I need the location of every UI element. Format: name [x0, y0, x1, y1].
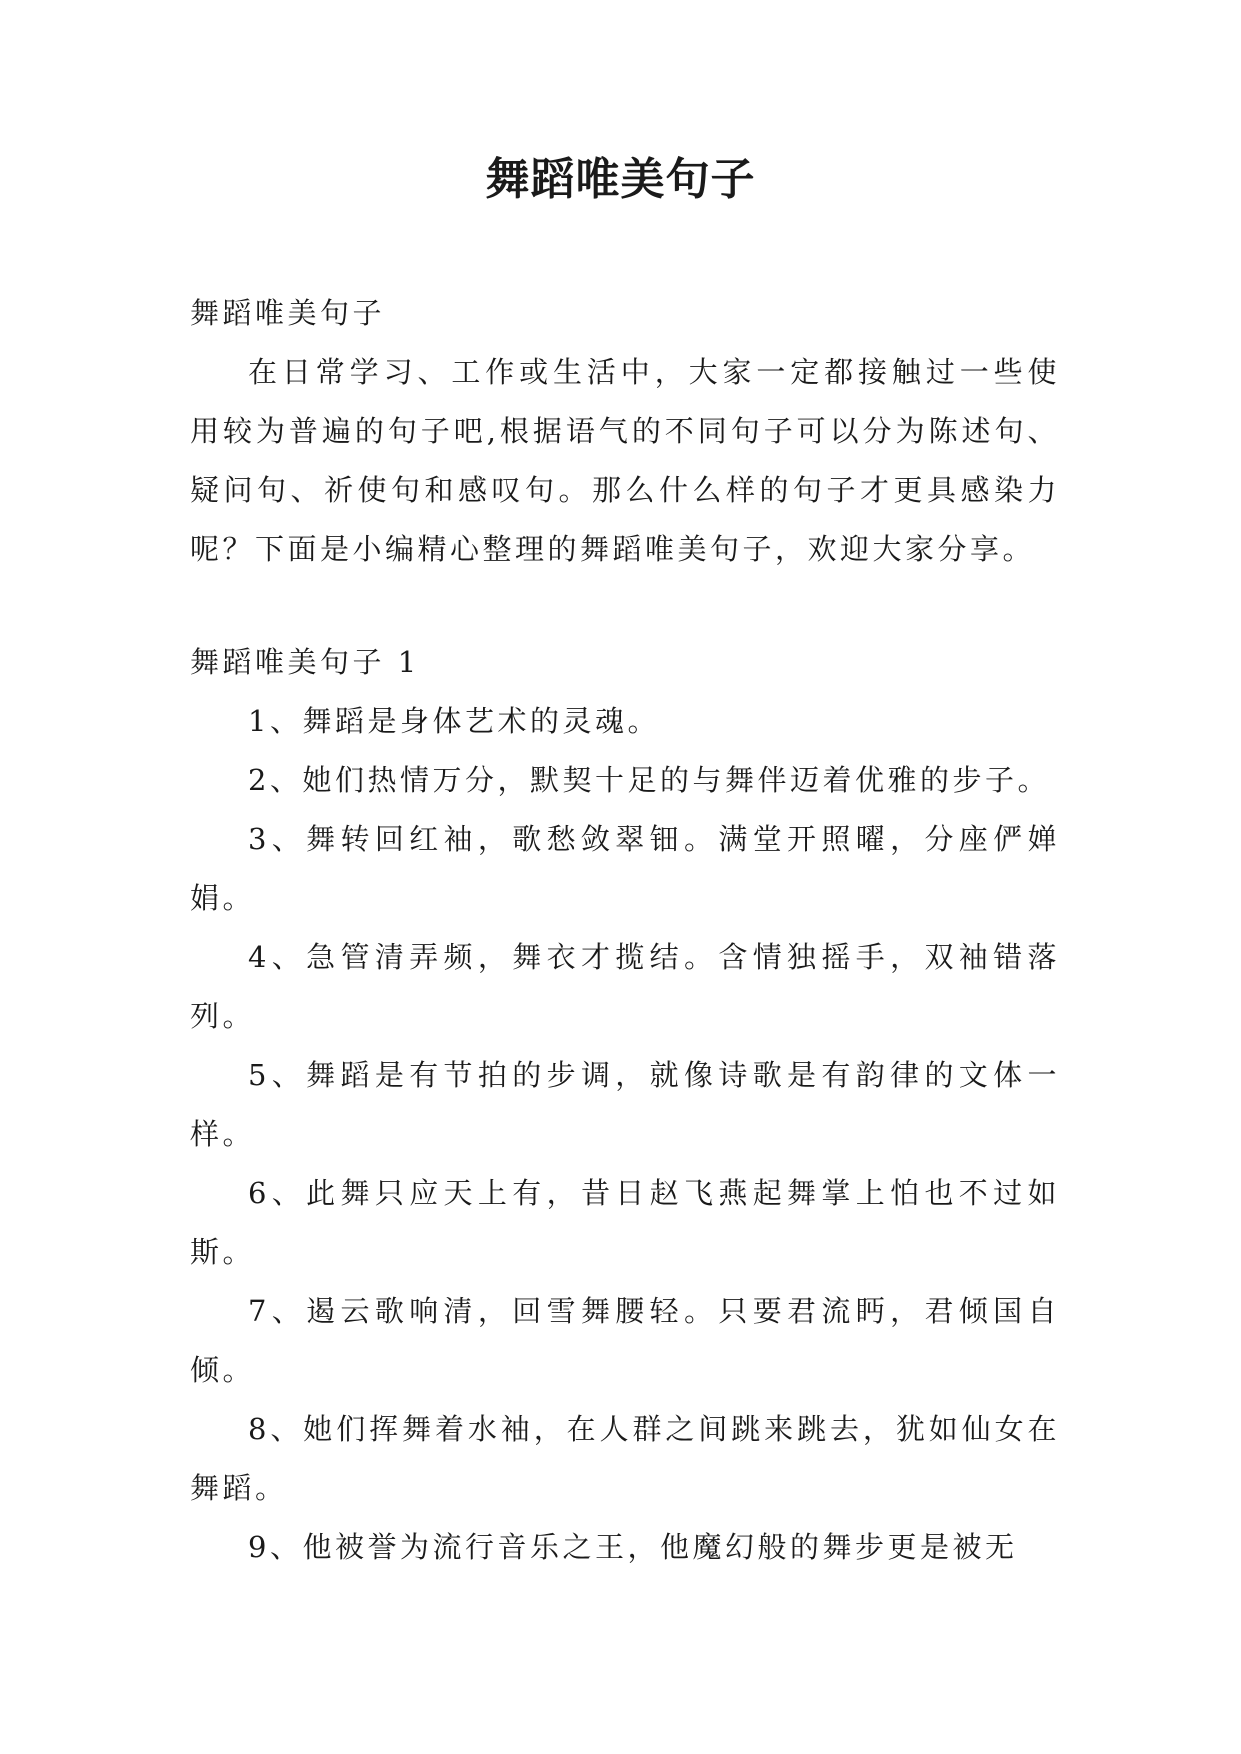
- list-item: 8、她们挥舞着水袖，在人群之间跳来跳去，犹如仙女在舞蹈。: [190, 1412, 1060, 1505]
- sentences-section: [190, 633, 1060, 1577]
- list-item: 6、此舞只应天上有，昔日赵飞燕起舞掌上怕也不过如斯。: [190, 1176, 1060, 1269]
- list-item: 3、舞转回红袖，歌愁敛翠钿。满堂开照曜，分座俨婵娟。: [190, 822, 1060, 915]
- intro-heading: 舞蹈唯美句子: [190, 296, 386, 330]
- list-item: 4、急管清弄频，舞衣才揽结。含情独摇手，双袖错落列。: [190, 940, 1060, 1033]
- list-item: 1、舞蹈是身体艺术的灵魂。: [248, 704, 660, 738]
- intro-paragraph: 在日常学习、工作或生活中，大家一定都接触过一些使用较为普遍的句子吧,根据语气的不同句子可以分为陈述句、疑问句、祈使句和感叹句。那么什么样的句子才更具感染力呢？下面是小编精心整理的舞蹈唯美句子，欢迎大家分享。: [190, 355, 1060, 566]
- document-title: 舞蹈唯美句子: [485, 154, 756, 205]
- list-item: 5、舞蹈是有节拍的步调，就像诗歌是有韵律的文体一样。: [190, 1058, 1060, 1151]
- intro-section: [190, 284, 1060, 579]
- list-item: 9、他被誉为流行音乐之王，他魔幻般的舞步更是被无: [248, 1530, 1018, 1564]
- section-heading: 舞蹈唯美句子 1: [190, 645, 420, 679]
- list-item: 2、她们热情万分，默契十足的与舞伴迈着优雅的步子。: [248, 763, 1050, 797]
- list-item: 7、遏云歌响清，回雪舞腰轻。只要君流眄，君倾国自倾。: [190, 1294, 1060, 1387]
